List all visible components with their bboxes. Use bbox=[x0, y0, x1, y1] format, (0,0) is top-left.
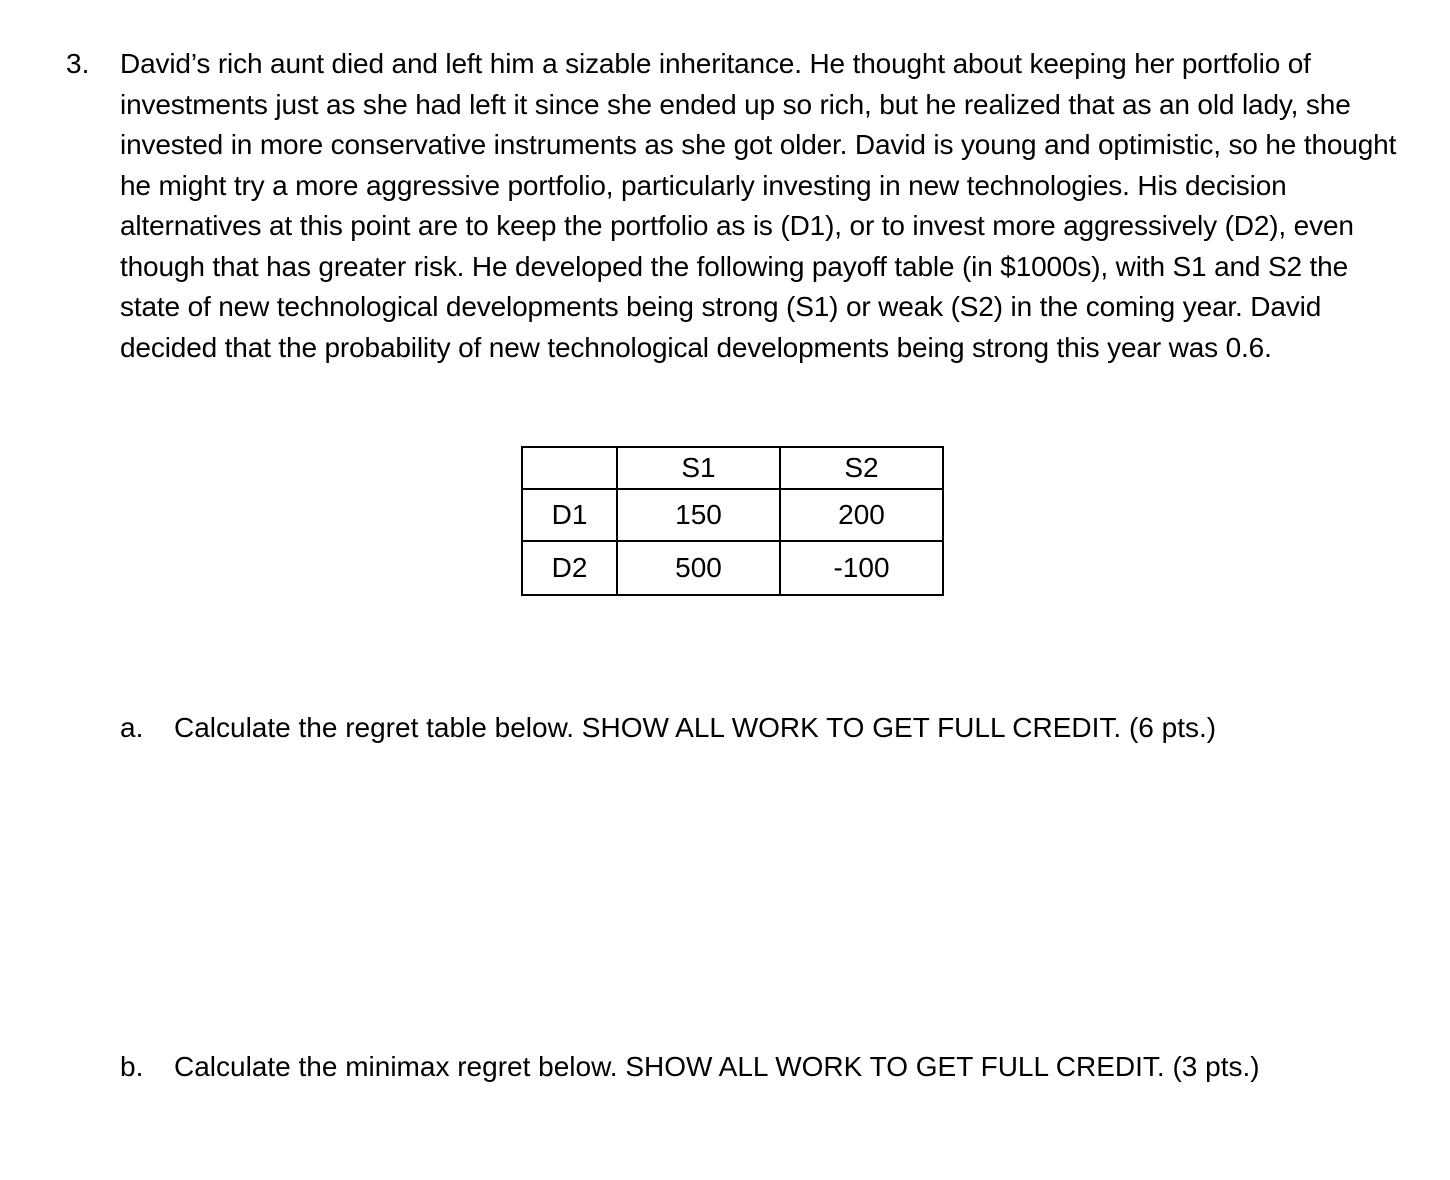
table-cell: 200 bbox=[780, 489, 943, 541]
sub-question-b bbox=[120, 1047, 1370, 1087]
table-row-label: D1 bbox=[522, 489, 617, 541]
table-header-cell: S2 bbox=[780, 447, 943, 489]
sub-question-letter: a. bbox=[120, 712, 144, 743]
payoff-table bbox=[521, 446, 944, 596]
table-cell: 150 bbox=[617, 489, 780, 541]
sub-question-a bbox=[120, 708, 1370, 748]
table-header-cell bbox=[522, 447, 617, 489]
sub-question-text: Calculate the minimax regret below. SHOW ALL WORK TO GET FULL CREDIT. (3 pts.) bbox=[174, 1051, 1260, 1082]
question-number: 3. bbox=[66, 48, 90, 79]
table-row bbox=[522, 489, 943, 541]
sub-question-letter: b. bbox=[120, 1051, 144, 1082]
table-header-row bbox=[522, 447, 943, 489]
table-header-cell: S1 bbox=[617, 447, 780, 489]
table-row bbox=[522, 541, 943, 595]
sub-question-text: Calculate the regret table below. SHOW ALL WORK TO GET FULL CREDIT. (6 pts.) bbox=[174, 712, 1217, 743]
question-text: David’s rich aunt died and left him a sizable inheritance. He thought about keeping her portfolio of investments just as she had left it since she ended up so rich, but he realized that as an old lady, she invested in more conservative instruments as she got older. David is young and optimistic, so he thought he might try a more aggressive portfolio, particularly investing in new technologies. His decision alternatives at this point are to keep the portfolio as is (D1), or to invest more aggressively (D2), even though that has greater risk. He developed the following payoff table (in $1000s), with S1 and S2 the state of new technological developments being strong (S1) or weak (S2) in the coming year. David decided that the probability of new technological developments being strong this year was 0.6. bbox=[120, 48, 1397, 363]
table-cell: 500 bbox=[617, 541, 780, 595]
table-cell: -100 bbox=[780, 541, 943, 595]
table-row-label: D2 bbox=[522, 541, 617, 595]
